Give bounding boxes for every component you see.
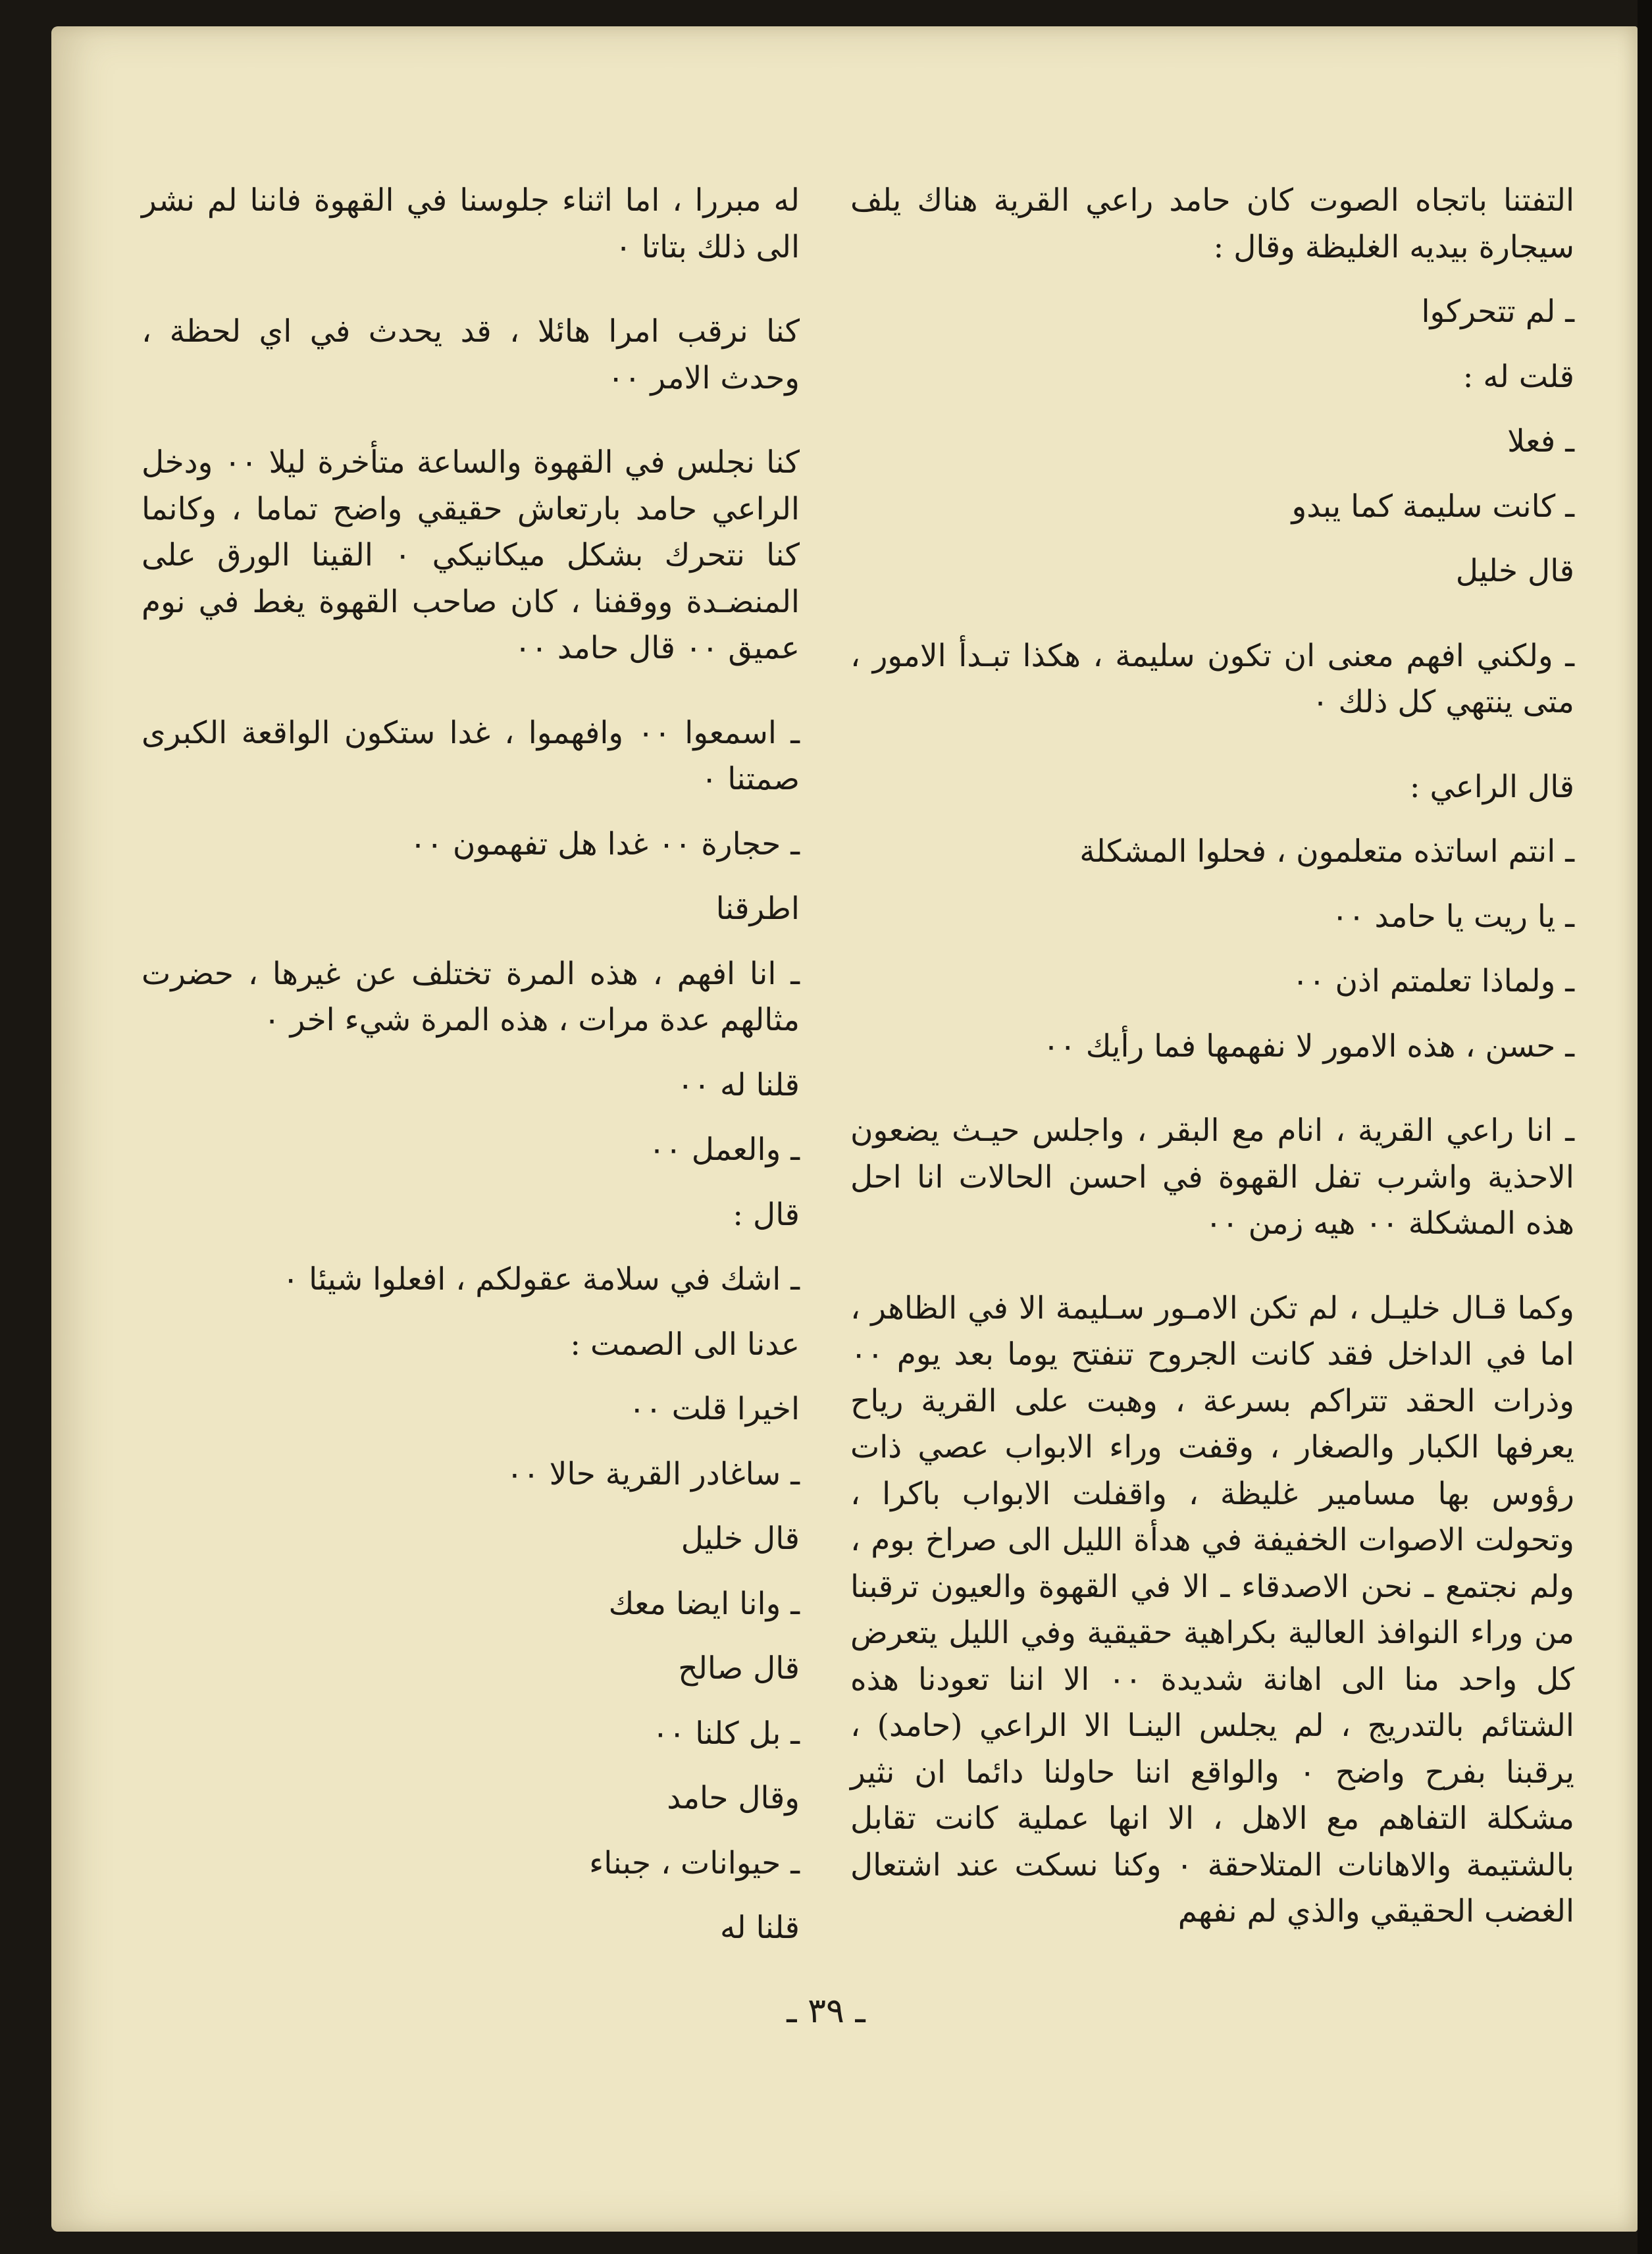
text-paragraph: قال صالح bbox=[678, 1650, 800, 1687]
text-paragraph: قلنا له ٠٠ bbox=[677, 1066, 800, 1103]
paragraph-spacer bbox=[850, 1005, 1574, 1024]
text-paragraph: ـ اشك في سلامة عقولكم ، افعلوا شيئا ٠ bbox=[282, 1261, 800, 1297]
text-paragraph: ـ كانت سليمة كما يبدو bbox=[1291, 488, 1574, 525]
text-paragraph: ـ ولكني افهم معنى ان تكون سليمة ، هكذا تبـدأ الامور ، متى ينتهي كل ذلك ٠ bbox=[850, 637, 1574, 720]
text-paragraph: قلت له : bbox=[1462, 358, 1574, 395]
text-paragraph: كنا نجلس في القهوة والساعة متأخرة ليلا ٠٠ ودخل الراعي حامد بارتعاش حقيقي واضح تماما ، وكانما كنا نتحرك بشكل ميكانيكي ٠ القينا الورق على المنضـدة ووقفنا ، كان صاحب القهوة يغط في نوم عميق ٠٠ قال حامد ٠٠ bbox=[142, 444, 800, 666]
text-paragraph: كنا نرقب امرا هائلا ، قد يحدث في اي لحظة ، وحدث الامر ٠٠ bbox=[142, 313, 800, 396]
text-paragraph: وقال حامد bbox=[667, 1780, 800, 1816]
paragraph-spacer bbox=[850, 400, 1574, 419]
text-paragraph: ـ انا افهم ، هذه المرة تختلف عن غيرها ، حضرت مثالهم عدة مرات ، هذه المرة شيء اخر ٠ bbox=[142, 955, 800, 1038]
text-paragraph: اطرقنا bbox=[715, 891, 800, 927]
text-paragraph: ـ وانا ايضا معك bbox=[608, 1585, 800, 1622]
paragraph-spacer bbox=[850, 726, 1574, 764]
paragraph-spacer bbox=[850, 940, 1574, 958]
book-spine-shadow bbox=[1638, 0, 1652, 2254]
text-paragraph: ـ فعلا bbox=[1507, 423, 1574, 459]
paragraph-spacer bbox=[850, 595, 1574, 633]
paragraph-spacer bbox=[850, 530, 1574, 548]
text-paragraph: ـ حجارة ٠٠ غدا هل تفهمون ٠٠ bbox=[409, 826, 800, 862]
paragraph-spacer bbox=[850, 810, 1574, 829]
paragraph-spacer bbox=[142, 933, 800, 951]
text-paragraph: ـ لم تتحركوا bbox=[1421, 294, 1574, 330]
left-text-column bbox=[142, 178, 800, 1952]
paragraph-spacer bbox=[142, 1433, 800, 1452]
text-paragraph: عدنا الى الصمت : bbox=[570, 1326, 800, 1363]
paragraph-spacer bbox=[142, 1109, 800, 1127]
text-paragraph: له مبررا ، اما اثناء جلوسنا في القهوة فاننا لم نشر الى ذلك بتاتا ٠ bbox=[142, 182, 800, 265]
text-paragraph: ـ اسمعوا ٠٠ وافهموا ، غدا ستكون الواقعة الكبرى صمتنا ٠ bbox=[142, 714, 800, 797]
paragraph-spacer bbox=[142, 1303, 800, 1322]
paragraph-spacer bbox=[850, 876, 1574, 894]
text-paragraph: ـ انا راعي القرية ، انام مع البقر ، واجلس حيـث يضعون الاحذية واشرب تفل القهوة في احسن الحالات انا احل هذه المشكلة ٠٠ هيه زمن ٠٠ bbox=[850, 1113, 1574, 1242]
text-paragraph: ـ يا ريت يا حامد ٠٠ bbox=[1331, 898, 1574, 935]
text-paragraph: قال خليل bbox=[681, 1521, 800, 1557]
text-paragraph: وكما قـال خليـل ، لم تكن الامـور سـليمة الا في الظاهر ، اما في الداخل فقد كانت الجروح تنفتح يوما بعد يوم ٠٠ وذرات الحقد تتراكم بسرعة ، وهبت على القرية رياح يعرفها الكبار والصغار ، وقفت وراء الابواب عصي ذات رؤوس بها مسامير غليظة ، واقفلت الابواب باكرا ، وتحولت الاصوات الخفيفة في هدأة الليل الى صراخ بوم ، ولم نجتمع ـ نحن الاصدقاء ـ الا في القهوة والعيون ترقبنا من وراء النوافذ العالية بكراهية حقيقية وفي الليل يتعرض كل واحد منا الى اهانة شديدة ٠٠ الا اننا تعودنا هذه الشتائم بالتدريج ، لم يجلس الينـا الا الراعي (حامد) ، يرقبنا بفرح واضح ٠ والواقع اننا حاولنا دائما ان نثير مشكلة التفاهم مع الاهل ، الا انها عملية كانت تقابل بالشتيمة والاهانات المتلاحقة ٠ وكنا نسكت عند اشتعال الغضب الحقيقي والذي لم نفهم bbox=[850, 1290, 1574, 1929]
text-paragraph: ـ بل كلنا ٠٠ bbox=[652, 1715, 800, 1752]
paragraph-spacer bbox=[142, 1044, 800, 1062]
paragraph-spacer bbox=[142, 1563, 800, 1581]
text-paragraph: قال الراعي : bbox=[1409, 768, 1574, 805]
text-paragraph: التفتنا باتجاه الصوت كان حامد راعي القرية هناك يلف سيجارة بيديه الغليظة وقال : bbox=[850, 182, 1574, 265]
paragraph-spacer bbox=[142, 1174, 800, 1192]
paragraph-spacer bbox=[850, 465, 1574, 484]
paragraph-spacer bbox=[142, 1368, 800, 1386]
paragraph-spacer bbox=[850, 336, 1574, 354]
paragraph-spacer bbox=[142, 1627, 800, 1646]
paragraph-spacer bbox=[850, 1247, 1574, 1286]
paragraph-spacer bbox=[142, 672, 800, 710]
right-text-column bbox=[850, 178, 1574, 1935]
text-paragraph: قال : bbox=[733, 1196, 800, 1233]
paragraph-spacer bbox=[142, 868, 800, 886]
paragraph-spacer bbox=[142, 1757, 800, 1775]
paragraph-spacer bbox=[142, 1498, 800, 1516]
paragraph-spacer bbox=[142, 1822, 800, 1841]
paragraph-spacer bbox=[142, 803, 800, 822]
paragraph-spacer bbox=[142, 1887, 800, 1905]
text-paragraph: ـ حيوانات ، جبناء bbox=[589, 1845, 800, 1881]
text-paragraph: ـ حسن ، هذه الامور لا نفهمها فما رأيك ٠٠ bbox=[1043, 1028, 1574, 1064]
paragraph-spacer bbox=[142, 402, 800, 440]
text-paragraph: ـ ساغادر القرية حالا ٠٠ bbox=[506, 1455, 800, 1492]
paragraph-spacer bbox=[142, 1238, 800, 1257]
paragraph-spacer bbox=[142, 1692, 800, 1711]
text-paragraph: قال خليل bbox=[1455, 553, 1574, 589]
text-paragraph: اخيرا قلت ٠٠ bbox=[629, 1391, 800, 1427]
text-paragraph: ـ انتم اساتذه متعلمون ، فحلوا المشكلة bbox=[1079, 833, 1574, 870]
paragraph-spacer bbox=[850, 1070, 1574, 1108]
paragraph-spacer bbox=[142, 271, 800, 309]
paragraph-spacer bbox=[850, 271, 1574, 289]
text-paragraph: ـ ولماذا تعلمتم اذن ٠٠ bbox=[1292, 963, 1574, 999]
text-paragraph: قلنا له bbox=[720, 1910, 800, 1946]
page-number: ـ ٣٩ ـ bbox=[787, 1991, 865, 2031]
text-paragraph: ـ والعمل ٠٠ bbox=[648, 1132, 800, 1168]
